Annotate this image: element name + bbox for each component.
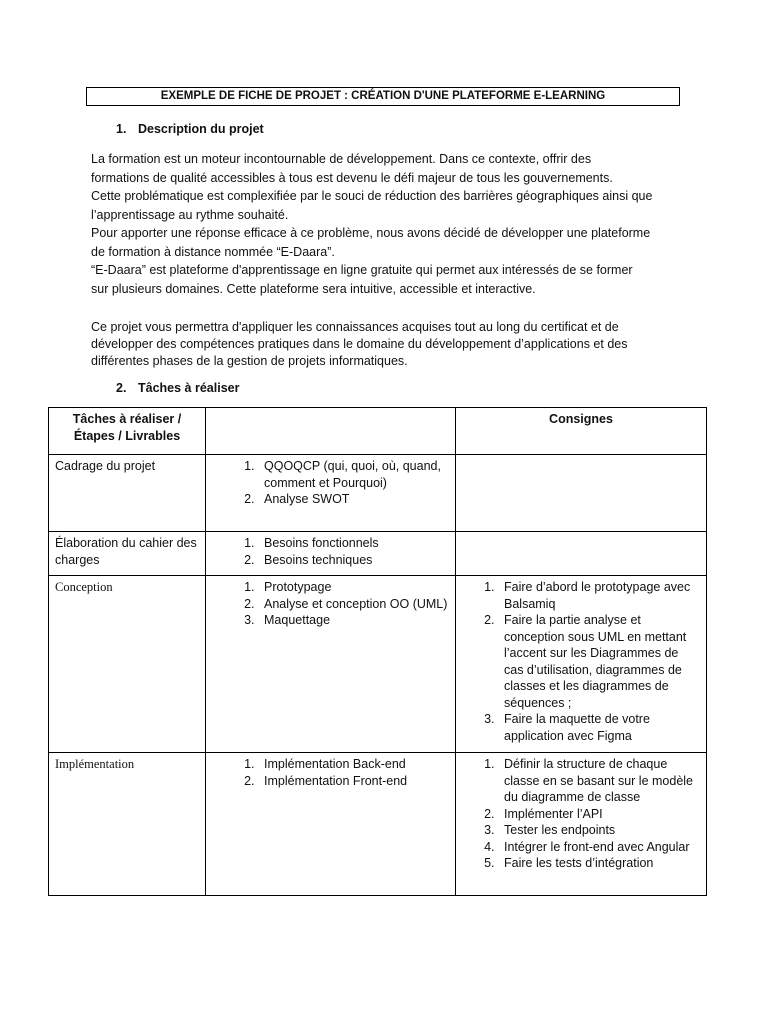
page-title: EXEMPLE DE FICHE DE PROJET : CRÉATION D'UNE PLATEFORME E-LEARNING xyxy=(86,87,680,106)
table-row xyxy=(49,532,707,576)
task-list xyxy=(212,458,449,508)
tasks-table xyxy=(48,407,707,896)
description-line: Pour apporter une réponse efficace à ce problème, nous avons décidé de développer une plateforme xyxy=(91,226,651,240)
table-row xyxy=(49,753,707,896)
section-label: Description du projet xyxy=(138,122,264,136)
list-item: 3. Faire la maquette de votre application avec Figma xyxy=(498,711,700,744)
task-list xyxy=(212,756,449,789)
description-line: l’apprentissage au rythme souhaité. xyxy=(91,207,289,222)
description-line: sur plusieurs domaines. Cette plateforme sera intuitive, accessible et interactive. xyxy=(91,281,536,296)
tasks-cell xyxy=(206,455,456,532)
task-list xyxy=(212,579,449,629)
description-line: formations de qualité accessibles à tous est devenu le défi majeur de tous les gouvernements. xyxy=(91,170,613,185)
stage-cell: Implémentation xyxy=(49,753,206,896)
stage-cell: Cadrage du projet xyxy=(49,455,206,532)
task-list xyxy=(212,535,449,568)
instructions-cell xyxy=(456,455,707,532)
instruction-list xyxy=(462,756,700,872)
objective-line: différentes phases de la gestion de projets informatiques. xyxy=(91,354,408,368)
tasks-cell xyxy=(206,532,456,576)
description-line: “E-Daara” est plateforme d'apprentissage en ligne gratuite qui permet aux intéressés de se former xyxy=(91,263,633,277)
project-objective xyxy=(91,319,691,370)
table-row xyxy=(49,576,707,753)
section-label: Tâches à réaliser xyxy=(138,381,240,395)
list-item: 2. Faire la partie analyse et conception sous UML en mettant l’accent sur les Diagrammes de cas d’utilisation, diagrammes de classes et les diagrammes de séquences ; xyxy=(498,612,700,711)
section-number: 2. xyxy=(116,381,127,395)
header-instructions: Consignes xyxy=(456,408,707,455)
description-line: La formation est un moteur incontournable de développement. Dans ce contexte, offrir des xyxy=(91,152,592,166)
list-item: 5. Faire les tests d’intégration xyxy=(498,855,700,872)
objective-line: Ce projet vous permettra d'appliquer les connaissances acquises tout au long du certificat et de xyxy=(91,320,619,334)
table-row xyxy=(49,455,707,532)
list-item: 1. Implémentation Back-end xyxy=(258,756,449,773)
instruction-list xyxy=(462,579,700,744)
objective-line: développer des compétences pratiques dans le domaine du développement d’applications et des xyxy=(91,337,628,351)
instructions-cell xyxy=(456,753,707,896)
stage-cell: Conception xyxy=(49,576,206,753)
table-header-row xyxy=(49,408,707,455)
list-item: 1. Faire d’abord le prototypage avec Balsamiq xyxy=(498,579,700,612)
list-item: 2. Implémentation Front-end xyxy=(258,773,449,790)
list-item: 3. Maquettage xyxy=(258,612,449,629)
instructions-cell xyxy=(456,532,707,576)
instructions-cell xyxy=(456,576,707,753)
section-number: 1. xyxy=(116,122,127,136)
list-item: 2. Besoins techniques xyxy=(258,552,449,569)
stage-cell: Élaboration du cahier des charges xyxy=(49,532,206,576)
tasks-cell xyxy=(206,576,456,753)
list-item: 2. Implémenter l’API xyxy=(498,806,700,823)
list-item: 2. Analyse et conception OO (UML) xyxy=(258,596,449,613)
description-line: de formation à distance nommée “E-Daara”. xyxy=(91,244,335,259)
description-line: Cette problématique est complexifiée par le souci de réduction des barrières géographiques ainsi que xyxy=(91,189,653,203)
project-description xyxy=(91,150,691,298)
header-tasks xyxy=(206,408,456,455)
list-item: 1. QQOQCP (qui, quoi, où, quand, comment et Pourquoi) xyxy=(258,458,449,491)
section-heading-description xyxy=(116,121,264,138)
list-item: 3. Tester les endpoints xyxy=(498,822,700,839)
tasks-cell xyxy=(206,753,456,896)
section-heading-tasks xyxy=(116,380,239,397)
list-item: 2. Analyse SWOT xyxy=(258,491,449,508)
list-item: 4. Intégrer le front-end avec Angular xyxy=(498,839,700,856)
header-stages: Tâches à réaliser / Étapes / Livrables xyxy=(49,408,206,455)
list-item: 1. Besoins fonctionnels xyxy=(258,535,449,552)
list-item: 1. Définir la structure de chaque classe en se basant sur le modèle du diagramme de classe xyxy=(498,756,700,806)
list-item: 1. Prototypage xyxy=(258,579,449,596)
